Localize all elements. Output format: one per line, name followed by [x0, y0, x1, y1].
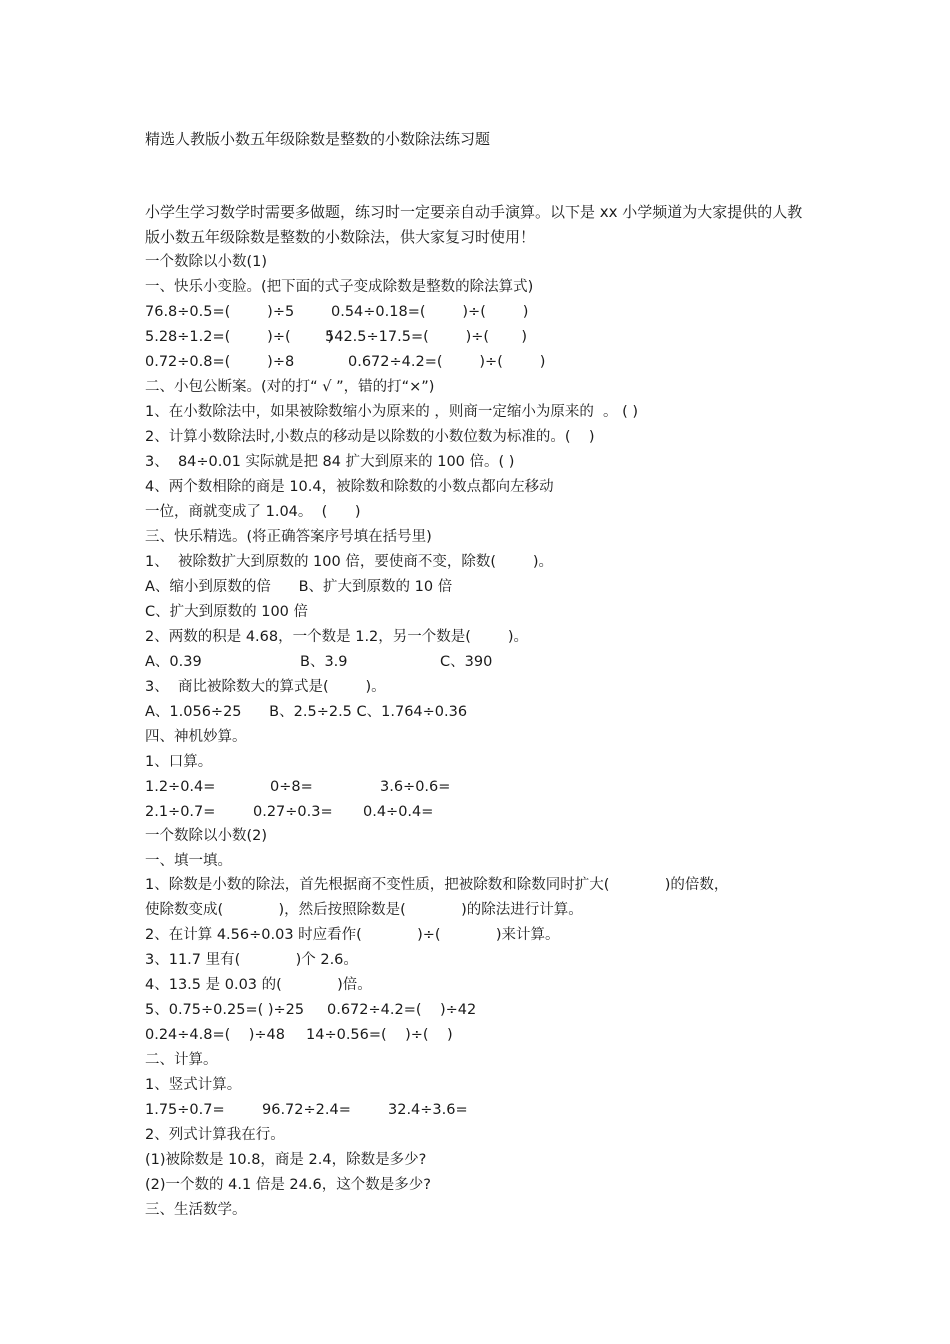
exercise-item: 3、 84÷0.01 实际就是把 84 扩大到原来的 100 倍。( ) — [145, 454, 515, 470]
exercise-item: 0.27÷0.3= — [253, 804, 333, 820]
exercise-item: 一位，商就变成了 1.04。 ( ) — [145, 504, 361, 520]
exercise-item: 2、在计算 4.56÷0.03 时应看作( )÷( )来计算。 — [145, 927, 560, 943]
exercise-item: 5、0.75÷0.25=( )÷25 — [145, 1002, 305, 1018]
exercise-item: 4、13.5 是 0.03 的( )倍。 — [145, 977, 372, 993]
exercise-item: 4、两个数相除的商是 10.4，被除数和除数的小数点都向左移动 — [145, 479, 554, 495]
exercise-item: 96.72÷2.4= — [262, 1102, 351, 1118]
exercise-item: 1、在小数除法中，如果被除数缩小为原来的 ，则商一定缩小为原来的 。 ( ) — [145, 404, 639, 420]
exercise-item: 1.2÷0.4= — [145, 779, 216, 795]
exercise-item: 542.5÷17.5=( )÷( ) — [325, 329, 528, 345]
exercise-item: (2)一个数的 4.1 倍是 24.6，这个数是多少? — [145, 1177, 431, 1193]
intro-paragraph: 小学生学习数学时需要多做题，练习时一定要亲自动手演算。以下是 xx 小学频道为大家提供的人教版小数五年级除数是整数的小数除法，供大家复习时使用！ — [145, 203, 803, 246]
exercise-item: 1.75÷0.7= — [145, 1102, 225, 1118]
exercise-item: (1)被除数是 10.8，商是 2.4，除数是多少? — [145, 1152, 427, 1168]
exercise-item: 76.8÷0.5=( )÷5 — [145, 304, 295, 320]
exercise-item: 5.28÷1.2=( )÷( ) — [145, 329, 334, 345]
exercise-item: 1、 被除数扩大到原数的 100 倍，要使商不变，除数( )。 — [145, 554, 554, 570]
question-heading: 一、快乐小变脸。(把下面的式子变成除数是整数的除法算式) — [145, 279, 534, 295]
exercise-item: 2、计算小数除法时,小数点的移动是以除数的小数位数为标准的。( ) — [145, 429, 595, 445]
document-title: 精选人教版小数五年级除数是整数的小数除法练习题 — [145, 130, 491, 148]
question-heading: 三、快乐精选。(将正确答案序号填在括号里) — [145, 529, 432, 545]
exercise-item: 0.72÷0.8=( )÷8 — [145, 354, 295, 370]
exercise-item: 0÷8= — [270, 779, 313, 795]
section-heading-1: 一个数除以小数(1) — [145, 254, 268, 270]
answer-option: B、3.9 — [300, 654, 348, 670]
exercise-item: 0.672÷4.2=( )÷42 — [327, 1002, 477, 1018]
question-heading: 一、填一填。 — [145, 853, 232, 869]
exercise-item: 14÷0.56=( )÷( ) — [306, 1027, 453, 1043]
question-heading: 四、神机妙算。 — [145, 729, 247, 745]
answer-options: A、缩小到原数的倍 B、扩大到原数的 10 倍 — [145, 579, 453, 595]
exercise-item: 2.1÷0.7= — [145, 804, 216, 820]
exercise-item: 使除数变成( )，然后按照除数是( )的除法进行计算。 — [145, 902, 583, 918]
exercise-item: 2、两数的积是 4.68，一个数是 1.2，另一个数是( )。 — [145, 629, 528, 645]
question-heading: 二、小包公断案。(对的打“ √ ”，错的打“×”) — [145, 379, 435, 395]
section-heading-2: 一个数除以小数(2) — [145, 828, 268, 844]
question-heading: 二、计算。 — [145, 1052, 218, 1068]
answer-options: A、1.056÷25 B、2.5÷2.5 C、1.764÷0.36 — [145, 704, 468, 720]
exercise-item: 3、 商比被除数大的算式是( )。 — [145, 679, 386, 695]
exercise-item: 0.54÷0.18=( )÷( ) — [331, 304, 529, 320]
question-heading: 三、生活数学。 — [145, 1202, 247, 1218]
exercise-item: 0.24÷4.8=( )÷48 — [145, 1027, 285, 1043]
sub-heading: 1、口算。 — [145, 754, 213, 770]
sub-heading: 2、列式计算我在行。 — [145, 1127, 285, 1143]
answer-options: C、扩大到原数的 100 倍 — [145, 604, 309, 620]
answer-option: A、0.39 — [145, 654, 202, 670]
exercise-item: 0.4÷0.4= — [363, 804, 434, 820]
answer-option: C、390 — [440, 654, 493, 670]
exercise-item: 3.6÷0.6= — [380, 779, 451, 795]
exercise-item: 1、除数是小数的除法，首先根据商不变性质，把被除数和除数同时扩大( )的倍数， — [145, 877, 729, 893]
exercise-item: 3、11.7 里有( )个 2.6。 — [145, 952, 358, 968]
sub-heading: 1、竖式计算。 — [145, 1077, 242, 1093]
exercise-item: 32.4÷3.6= — [388, 1102, 468, 1118]
exercise-item: 0.672÷4.2=( )÷( ) — [348, 354, 546, 370]
